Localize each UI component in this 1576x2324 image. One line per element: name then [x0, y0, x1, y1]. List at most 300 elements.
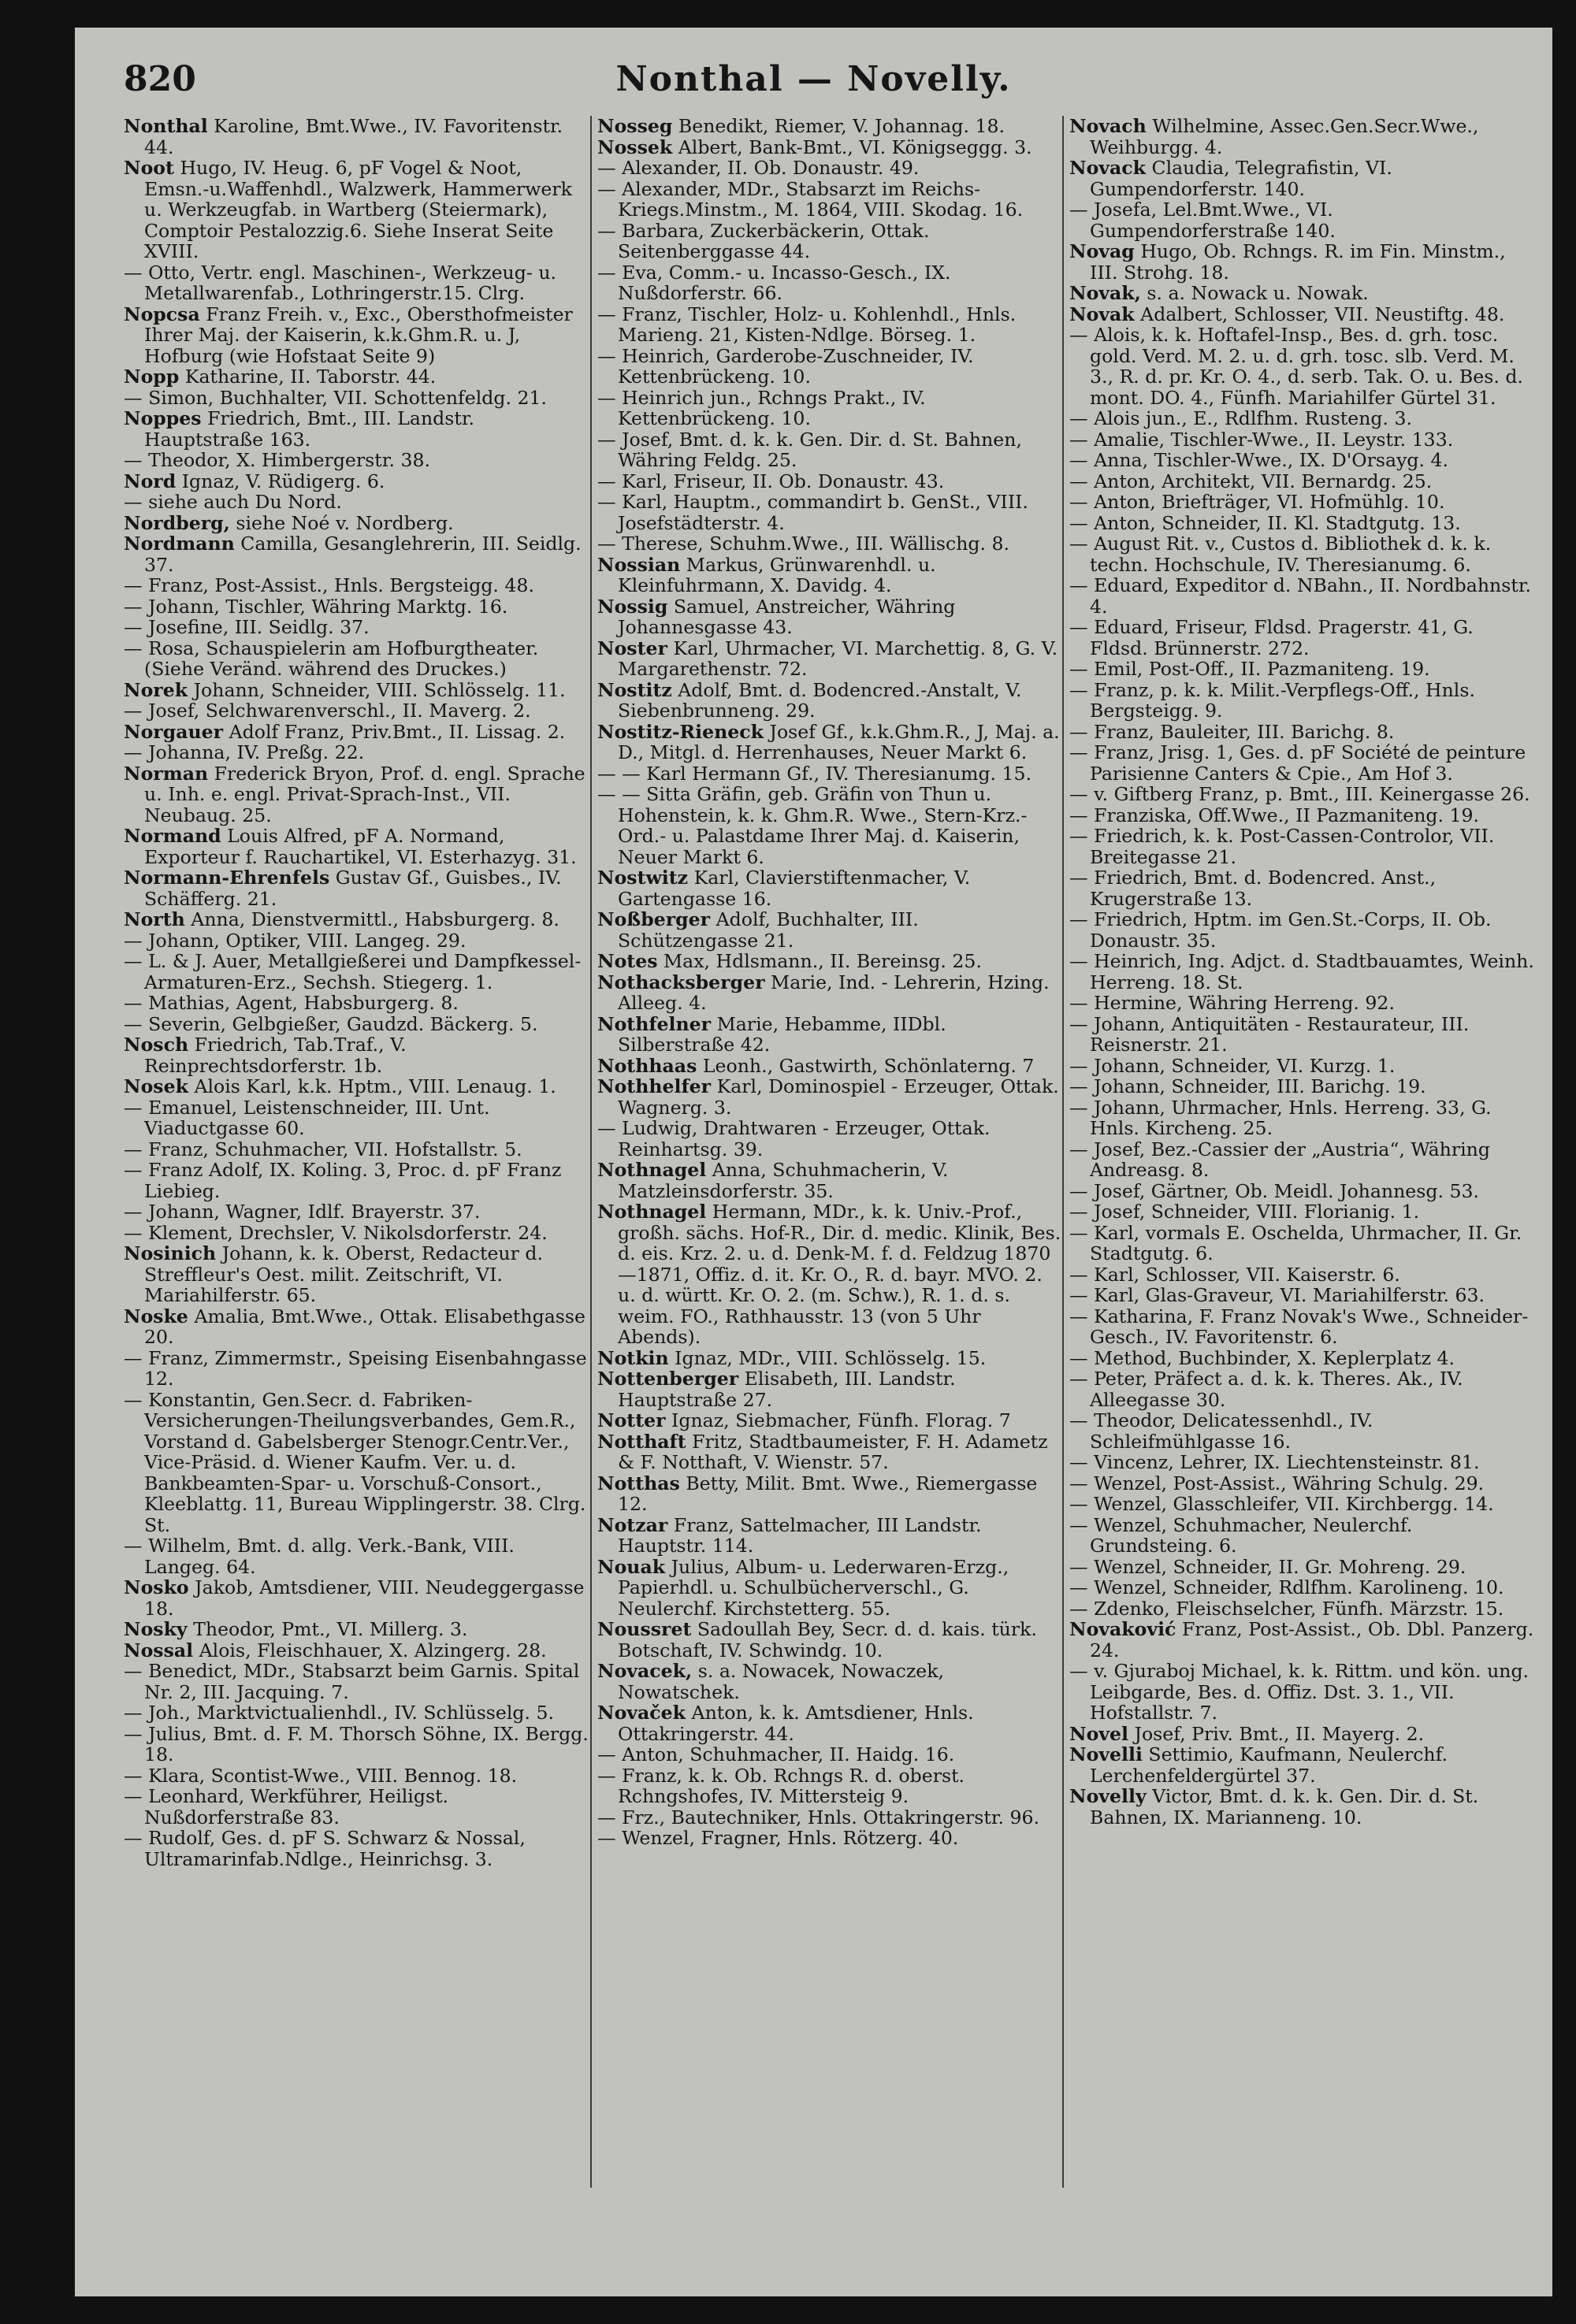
entry-details: — Peter, Präfect a. d. k. k. Theres. Ak., IV. Alleegasse 30.: [1069, 1368, 1463, 1411]
entry-details: Albert, Bank-Bmt., VI. Königseggg. 3.: [678, 136, 1032, 158]
directory-entry: [124, 1640, 589, 1661]
entry-details: — Josef, Selchwarenverschl., II. Maverg. 2.: [124, 700, 531, 722]
entry-details: Adolf Franz, Priv.Bmt., II. Lissag. 2.: [229, 720, 566, 743]
entry-surname: Nossig: [597, 595, 668, 618]
entry-details: Adolf, Bmt. d. Bodencred.-Anstalt, V. Siebenbrunneng. 29.: [618, 678, 1022, 722]
directory-entry: [124, 1577, 589, 1619]
entry-details: — Frz., Bautechniker, Hnls. Ottakringerstr. 96.: [597, 1806, 1040, 1828]
entry-surname: Novelly: [1069, 1785, 1147, 1807]
entry-details: — Hermine, Währing Herreng. 92.: [1069, 992, 1395, 1014]
directory-entry: [597, 555, 1062, 596]
directory-entry: [124, 596, 589, 618]
entry-details: — Franz, Jrisg. 1, Ges. d. pF Société de peinture Parisienne Canters & Cpie., Am Hof 3.: [1069, 741, 1526, 785]
directory-entry: [597, 492, 1062, 533]
directory-entry: [1069, 241, 1534, 283]
entry-surname: Nord: [124, 470, 177, 492]
directory-entry: [124, 492, 589, 513]
entry-details: Alois Karl, k.k. Hptm., VIII. Lenaug. 1.: [194, 1075, 556, 1097]
entry-surname: Notthaft: [597, 1430, 686, 1453]
entry-surname: Notthas: [597, 1472, 680, 1494]
entry-details: Josef Gf., k.k.Ghm.R., J, Maj. a. D., Mitgl. d. Herrenhauses, Neuer Markt 6.: [618, 720, 1060, 763]
entry-details: — Klara, Scontist-Wwe., VIII. Bennog. 18.: [124, 1764, 518, 1787]
directory-entry: [597, 1368, 1062, 1410]
entry-details: — Konstantin, Gen.Secr. d. Fabriken-Versicherungen-Theilungsverbandes, Gem.R., Vorstand d. Gabelsberger Stenogr.Centr.Ver., Vice-Präsid. d. Wiener Kaufm. Ver. u. d. Bankbeamten-Spar- u. Vorschuß-Consort., Kleeblattg. 11, Bureau Wipplingerstr. 38. Clrg. St.: [124, 1388, 586, 1536]
entry-details: Karoline, Bmt.Wwe., IV. Favoritenstr. 44.: [144, 116, 563, 158]
entry-details: Betty, Milit. Bmt. Wwe., Riemergasse 12.: [618, 1472, 1038, 1515]
entry-details: — Rudolf, Ges. d. pF S. Schwarz & Nossal, Ultramarinfab.Ndlge., Heinrichsg. 3.: [124, 1827, 526, 1870]
entry-details: — Josef, Bez.-Cassier der „Austria“, Währing Andreasg. 8.: [1069, 1138, 1490, 1181]
directory-entry: [1069, 1285, 1534, 1306]
entry-surname: Nostwitz: [597, 867, 689, 889]
entry-details: — Friedrich, Bmt. d. Bodencred. Anst., Krugerstraße 13.: [1069, 867, 1437, 910]
entry-details: Camilla, Gesanglehrerin, III. Seidlg. 37.: [144, 533, 582, 576]
entry-details: — Severin, Gelbgießer, Gaudzd. Bäckerg. 5.: [124, 1012, 538, 1035]
entry-details: Elisabeth, III. Landstr. Hauptstraße 27.: [618, 1368, 956, 1411]
directory-entry: [1069, 1056, 1534, 1077]
entry-details: — Therese, Schuhm.Wwe., III. Wällischg. 8.: [597, 533, 1010, 555]
directory-entry: [124, 262, 589, 304]
entry-details: Louis Alfred, pF A. Normand, Exporteur f. Rauchartikel, VI. Esterhazyg. 31.: [144, 825, 577, 868]
entry-surname: Notzar: [597, 1513, 668, 1536]
directory-entry: [1069, 116, 1534, 158]
directory-entry: [124, 680, 589, 701]
entry-surname: Noot: [124, 157, 174, 179]
directory-entry: [597, 116, 1062, 137]
entry-details: — Franz, Post-Assist., Hnls. Bergsteigg. 48.: [124, 574, 534, 596]
entry-details: — Theodor, Delicatessenhdl., IV. Schleifmühlgasse 16.: [1069, 1409, 1373, 1453]
directory-entry: [1069, 1410, 1534, 1452]
directory-entry: [597, 763, 1062, 785]
directory-entry: [1069, 1598, 1534, 1620]
entry-details: — Franz, Schuhmacher, VII. Hofstallstr. 5.: [124, 1138, 522, 1160]
directory-entry: [124, 1306, 589, 1348]
entry-details: Anna, Schuhmacherin, V. Matzleinsdorferstr. 35.: [618, 1159, 949, 1202]
entry-details: Markus, Grünwarenhdl. u. Kleinfuhrmann, X. Davidg. 4.: [618, 553, 936, 596]
entry-surname: Noßberger: [597, 908, 711, 930]
directory-entry: [124, 993, 589, 1014]
entry-details: — Barbara, Zuckerbäckerin, Ottak. Seitenberggasse 44.: [597, 219, 930, 262]
directory-entry: [1069, 408, 1534, 429]
directory-entry: [1069, 742, 1534, 784]
directory-entry: [124, 826, 589, 867]
directory-entry: [597, 1348, 1062, 1369]
entry-surname: Nossian: [597, 553, 681, 576]
directory-entry: [597, 1410, 1062, 1431]
directory-entry: [597, 867, 1062, 909]
entry-details: — Josef, Schneider, VIII. Florianig. 1.: [1069, 1201, 1420, 1223]
entry-details: — — Sitta Gräfin, geb. Gräfin von Thun u. Hohenstein, k. k. Ghm.R. Wwe., Stern-Krz.-Ord.- u. Palastdame Ihrer Maj. d. Kaiserin, Neuer Markt 6.: [597, 783, 1028, 868]
entry-surname: Nothnagel: [597, 1159, 707, 1181]
entry-details: Samuel, Anstreicher, Währing Johannesgasse 43.: [618, 595, 956, 638]
entry-surname: Novaković: [1069, 1618, 1176, 1640]
entry-details: — Karl, Friseur, II. Ob. Donaustr. 43.: [597, 470, 945, 492]
entry-surname: Noussret: [597, 1618, 692, 1640]
directory-entry: [1069, 1181, 1534, 1202]
directory-page: [75, 28, 1552, 2296]
entry-details: — Katharina, F. Franz Novak's Wwe., Schneider-Gesch., IV. Favoritenstr. 6.: [1069, 1305, 1529, 1348]
directory-entry: [597, 1765, 1062, 1807]
entry-surname: Nosky: [124, 1618, 188, 1640]
entry-details: — Wenzel, Post-Assist., Währing Schulg. 29.: [1069, 1472, 1485, 1494]
directory-entry: [597, 346, 1062, 388]
entry-details: — Heinrich jun., Rchngs Prakt., IV. Kettenbrückeng. 10.: [597, 386, 926, 429]
entry-details: Anton, k. k. Amtsdiener, Hnls. Ottakringerstr. 44.: [618, 1702, 974, 1745]
entry-details: — Wenzel, Schuhmacher, Neulerchf. Grundsteing. 6.: [1069, 1513, 1413, 1557]
directory-entry: [1069, 1201, 1534, 1223]
entry-details: — Johann, Tischler, Währing Marktg. 16.: [124, 595, 508, 618]
entry-details: Ignaz, V. Rüdigerg. 6.: [181, 470, 385, 492]
entry-details: — Karl, Hauptm., commandirt b. GenSt., VIII. Josefstädterstr. 4.: [597, 491, 1028, 534]
directory-entry: [1069, 722, 1534, 743]
entry-surname: Nosch: [124, 1034, 189, 1056]
directory-entry: [1069, 617, 1534, 659]
entry-surname: Nothhaas: [597, 1054, 697, 1077]
directory-entry: [124, 1786, 589, 1828]
directory-entry: [1069, 951, 1534, 993]
entry-details: Ignaz, Siebmacher, Fünfh. Florag. 7: [671, 1409, 1011, 1431]
entry-details: — Joh., Marktvictualienhdl., IV. Schlüsselg. 5.: [124, 1702, 555, 1724]
entry-details: Anna, Dienstvermittl., Habsburgerg. 8.: [191, 908, 559, 930]
entry-details: — Emil, Post-Off., II. Pazmaniteng. 19.: [1069, 658, 1430, 680]
directory-entry: [124, 951, 589, 993]
entry-details: — Eduard, Expeditor d. NBahn., II. Nordbahnstr. 4.: [1069, 574, 1532, 618]
entry-surname: Nothhelfer: [597, 1075, 712, 1097]
entry-details: — Wenzel, Glasschleifer, VII. Kirchbergg. 14.: [1069, 1493, 1494, 1515]
entry-details: — Johann, Antiquitäten - Restaurateur, III. Reisnerstr. 21.: [1069, 1012, 1470, 1056]
entry-surname: Nosinich: [124, 1242, 217, 1264]
entry-surname: Novack: [1069, 157, 1147, 179]
directory-entry: [1069, 1223, 1534, 1264]
entry-details: — Josefine, III. Seidlg. 37.: [124, 616, 370, 638]
entry-details: — Heinrich, Ing. Adjct. d. Stadtbauamtes, Weinh. Herreng. 18. St.: [1069, 950, 1534, 993]
entry-details: Franz Freih. v., Exc., Obersthofmeister Ihrer Maj. der Kaiserin, k.k.Ghm.R. u. J, Hofburg (wie Hofstaat Seite 9): [144, 303, 573, 367]
directory-entry: [124, 1160, 589, 1201]
directory-entry: [124, 388, 589, 409]
entry-details: Jakob, Amtsdiener, VIII. Neudeggergasse 18.: [144, 1576, 585, 1620]
entry-details: — Franz, Tischler, Holz- u. Kohlenhdl., Hnls. Marieng. 21, Kisten-Ndlge. Börseg. 1.: [597, 303, 1017, 346]
column-middle: [597, 116, 1062, 2196]
directory-entry: [124, 930, 589, 952]
entry-surname: Novak: [1069, 303, 1135, 325]
entry-details: Wilhelmine, Assec.Gen.Secr.Wwe., Weihburgg. 4.: [1090, 116, 1479, 158]
directory-entry: [597, 1515, 1062, 1557]
entry-details: Hugo, Ob. Rchngs. R. im Fin. Minstm., III. Strohg. 18.: [1090, 240, 1506, 284]
entry-details: Sadoullah Bey, Secr. d. d. kais. türk. Botschaft, IV. Schwindg. 10.: [618, 1618, 1037, 1661]
directory-entry: [1069, 1076, 1534, 1097]
directory-entry: [124, 1619, 589, 1640]
directory-entry: [597, 1160, 1062, 1201]
entry-surname: Notter: [597, 1409, 666, 1431]
entry-details: Katharine, II. Taborstr. 44.: [184, 366, 437, 388]
directory-entry: [1069, 304, 1534, 325]
directory-entry: [1069, 1557, 1534, 1578]
entry-details: Hermann, MDr., k. k. Univ.-Prof., großh. sächs. Hof-R., Dir. d. medic. Klinik, Bes. d. eis. Krz. 2. u. d. Denk-M. f. d. Feldzug 1870—1871, Offiz. d. it. Kr. O., R. d. bayr. MVO. 2. u. d. württ. Kr. O. 2. (m. Schw.), R. 1. d. s. weim. FO., Rathhausstr. 13 (von 5 Uhr Abends).: [618, 1201, 1061, 1348]
entry-details: Max, Hdlsmann., II. Bereinsg. 25.: [663, 950, 982, 972]
entry-details: — Friedrich, Hptm. im Gen.St.-Corps, II. Ob. Donaustr. 35.: [1069, 908, 1492, 952]
directory-entry: [597, 972, 1062, 1014]
directory-entry: [597, 179, 1062, 221]
directory-entry: [1069, 1661, 1534, 1724]
directory-entry: [597, 1661, 1062, 1702]
directory-entry: [124, 513, 589, 534]
directory-entry: [597, 1201, 1062, 1348]
directory-entry: [124, 700, 589, 722]
directory-entry: [124, 1139, 589, 1160]
directory-entry: [1069, 1724, 1534, 1745]
directory-entry: [1069, 826, 1534, 867]
directory-entry: [597, 262, 1062, 304]
entry-surname: Norek: [124, 678, 188, 701]
entry-surname: Nothacksberger: [597, 971, 765, 993]
directory-entry: [124, 304, 589, 367]
entry-details: Adalbert, Schlosser, VII. Neustiftg. 48.: [1140, 303, 1505, 325]
entry-surname: Nopp: [124, 366, 180, 388]
entry-details: Leonh., Gastwirth, Schönlaterng. 7: [702, 1054, 1035, 1077]
directory-entry: [124, 867, 589, 909]
entry-details: Karl, Dominospiel - Erzeuger, Ottak. Wagnerg. 3.: [618, 1075, 1059, 1119]
entry-details: — Anton, Schneider, II. Kl. Stadtgutg. 13.: [1069, 511, 1461, 534]
entry-surname: Novacek,: [597, 1660, 693, 1682]
directory-entry: [1069, 993, 1534, 1014]
directory-entry: [597, 1118, 1062, 1160]
entry-details: — Alexander, II. Ob. Donaustr. 49.: [597, 157, 920, 179]
directory-entry: [1069, 283, 1534, 304]
directory-entry: [124, 1661, 589, 1702]
entry-details: Karl, Clavierstiftenmacher, V. Gartengasse 16.: [618, 867, 971, 910]
entry-details: — Anton, Architekt, VII. Bernardg. 25.: [1069, 470, 1433, 492]
entry-surname: Novak,: [1069, 282, 1141, 304]
entry-details: — Emanuel, Leistenschneider, III. Unt. Viaductgasse 60.: [124, 1096, 490, 1139]
entry-surname: Novel: [1069, 1722, 1128, 1745]
directory-entry: [597, 1431, 1062, 1473]
directory-entry: [124, 533, 589, 575]
directory-entry: [124, 1014, 589, 1035]
entry-surname: Nossek: [597, 136, 673, 158]
entry-details: — Vincenz, Lehrer, IX. Liechtensteinstr. 81.: [1069, 1451, 1480, 1473]
entry-surname: Notes: [597, 950, 658, 972]
entry-surname: Nostitz-Rieneck: [597, 720, 764, 743]
entry-details: Fritz, Stadtbaumeister, F. H. Adametz & F. Notthaft, V. Wienstr. 57.: [618, 1430, 1048, 1473]
directory-entry: [1069, 680, 1534, 722]
entry-details: Franz, Sattelmacher, III Landstr. Hauptstr. 114.: [618, 1513, 982, 1557]
directory-entry: [124, 450, 589, 471]
column-divider: [590, 116, 592, 2188]
entry-details: — Anna, Tischler-Wwe., IX. D'Orsayg. 4.: [1069, 449, 1449, 471]
directory-entry: [124, 471, 589, 492]
column-divider: [1062, 116, 1064, 2188]
entry-details: — Johann, Optiker, VIII. Langeg. 29.: [124, 929, 466, 952]
directory-entry: [1069, 158, 1534, 199]
directory-entry: [597, 1014, 1062, 1056]
directory-entry: [124, 1076, 589, 1097]
entry-details: Friedrich, Tab.Traf., V. Reinprechtsdorferstr. 1b.: [144, 1034, 407, 1077]
entry-details: Johann, Schneider, VIII. Schlösselg. 11.: [193, 678, 566, 701]
entry-details: — Johann, Wagner, Idlf. Brayerstr. 37.: [124, 1201, 481, 1223]
entry-details: Victor, Bmt. d. k. k. Gen. Dir. d. St. Bahnen, IX. Marianneng. 10.: [1090, 1785, 1479, 1828]
entry-details: — Karl, Schlosser, VII. Kaiserstr. 6.: [1069, 1263, 1400, 1286]
directory-entry: [597, 1807, 1062, 1828]
directory-entry: [597, 533, 1062, 555]
entry-surname: Normand: [124, 825, 221, 847]
entry-details: — Eduard, Friseur, Fldsd. Pragerstr. 41, G. Fldsd. Brünnerstr. 272.: [1069, 616, 1474, 659]
entry-details: Josef, Priv. Bmt., II. Mayerg. 2.: [1134, 1722, 1425, 1745]
entry-details: — Franz, Zimmermstr., Speising Eisenbahngasse 12.: [124, 1346, 587, 1390]
entry-details: — Franziska, Off.Wwe., II Pazmaniteng. 19.: [1069, 804, 1480, 826]
directory-entry: [124, 1828, 589, 1869]
entry-surname: Novach: [1069, 116, 1147, 137]
entry-details: Marie, Ind. - Lehrerin, Hzing. Alleeg. 4.: [618, 971, 1050, 1014]
directory-entry: [1069, 1577, 1534, 1598]
entry-details: Johann, k. k. Oberst, Redacteur d. Streffleur's Oest. milit. Zeitschrift, VI. Mariahilferstr. 65.: [144, 1242, 544, 1306]
entry-surname: Normann-Ehrenfels: [124, 867, 330, 889]
entry-details: — L. & J. Auer, Metallgießerei und Dampfkessel-Armaturen-Erz., Sechsh. Stiegerg. 1.: [124, 950, 582, 993]
entry-details: — Karl, Glas-Graveur, VI. Mariahilferstr. 63.: [1069, 1284, 1485, 1306]
entry-surname: Nothfelner: [597, 1012, 712, 1035]
entry-surname: Nothnagel: [597, 1201, 707, 1223]
entry-surname: Nonthal: [124, 116, 208, 137]
directory-entry: [597, 1557, 1062, 1620]
entry-details: — Anton, Schuhmacher, II. Haidg. 16.: [597, 1743, 955, 1765]
entry-details: — Heinrich, Garderobe-Zuschneider, IV. Kettenbrückeng. 10.: [597, 344, 974, 388]
entry-details: Adolf, Buchhalter, III. Schützengasse 21.: [618, 908, 919, 952]
column-right: [1069, 116, 1534, 2196]
entry-details: — Franz, Bauleiter, III. Barichg. 8.: [1069, 720, 1395, 743]
entry-details: — Benedict, MDr., Stabsarzt beim Garnis. Spital Nr. 2, III. Jacquing. 7.: [124, 1660, 580, 1703]
entry-details: — Julius, Bmt. d. F. M. Thorsch Söhne, IX. Bergg. 18.: [124, 1722, 589, 1765]
directory-entry: [1069, 784, 1534, 805]
directory-entry: [597, 1473, 1062, 1515]
entry-details: — Method, Buchbinder, X. Keplerplatz 4.: [1069, 1346, 1455, 1369]
entry-details: — Friedrich, k. k. Post-Cassen-Controlor, VII. Breitegasse 21.: [1069, 825, 1495, 868]
entry-details: — Franz, p. k. k. Milit.-Verpflegs-Off., Hnls. Bergsteigg. 9.: [1069, 678, 1475, 722]
entry-details: — Ludwig, Drahtwaren - Erzeuger, Ottak. Reinhartsg. 39.: [597, 1117, 991, 1160]
entry-surname: Nouak: [597, 1555, 666, 1578]
page-number: 820: [124, 59, 196, 99]
entry-details: — Klement, Drechsler, V. Nikolsdorferstr. 24.: [124, 1221, 548, 1244]
directory-entry: [597, 1619, 1062, 1661]
entry-details: — siehe auch Du Nord.: [124, 491, 342, 513]
directory-entry: [597, 388, 1062, 429]
directory-entry: [124, 742, 589, 763]
entry-details: — Zdenko, Fleischselcher, Fünfh. Märzstr. 15.: [1069, 1597, 1504, 1620]
entry-surname: Norman: [124, 762, 209, 785]
directory-entry: [1069, 325, 1534, 408]
entry-surname: Norgauer: [124, 720, 224, 743]
entry-details: Hugo, IV. Heug. 6, pF Vogel & Noot, Emsn.-u.Waffenhdl., Walzwerk, Hammerwerk u. Werkzeugfab. in Wartberg (Steiermark), Comptoir Pestalozzig.6. Siehe Inserat Seite XVIII.: [144, 157, 572, 262]
directory-entry: [1069, 533, 1534, 575]
entry-surname: Novaček: [597, 1702, 686, 1724]
entry-details: — Simon, Buchhalter, VII. Schottenfeldg. 21.: [124, 386, 547, 409]
directory-entry: [1069, 1494, 1534, 1515]
entry-details: — Johann, Schneider, III. Barichg. 19.: [1069, 1075, 1426, 1097]
directory-entry: [1069, 1744, 1534, 1786]
directory-entry: [1069, 1473, 1534, 1494]
directory-entry: [1069, 1139, 1534, 1181]
entry-surname: Nosek: [124, 1075, 188, 1097]
entry-details: — Franz, k. k. Ob. Rchngs R. d. oberst. Rchngshofes, IV. Mittersteig 9.: [597, 1764, 965, 1807]
directory-entry: [597, 1056, 1062, 1077]
entry-details: — Rosa, Schauspielerin am Hofburgtheater. (Siehe Veränd. während des Druckes.): [124, 637, 539, 680]
entry-surname: Nopcsa: [124, 303, 200, 325]
entry-details: Settimio, Kaufmann, Neulerchf. Lerchenfeldergürtel 37.: [1090, 1743, 1448, 1787]
directory-entry: [1069, 659, 1534, 680]
entry-details: siehe Noé v. Nordberg.: [236, 511, 454, 534]
entry-details: — v. Giftberg Franz, p. Bmt., III. Keinergasse 26.: [1069, 783, 1530, 805]
directory-entry: [1069, 805, 1534, 826]
entry-details: Claudia, Telegrafistin, VI. Gumpendorferstr. 140.: [1090, 157, 1392, 200]
entry-details: — Wenzel, Schneider, II. Gr. Mohreng. 29.: [1069, 1555, 1466, 1578]
entry-surname: Nordberg,: [124, 511, 230, 534]
directory-entry: [1069, 1014, 1534, 1056]
directory-entry: [597, 596, 1062, 638]
directory-entry: [124, 617, 589, 638]
entry-details: Marie, Hebamme, IIDbl. Silberstraße 42.: [618, 1012, 946, 1056]
directory-entry: [597, 909, 1062, 951]
directory-entry: [597, 1076, 1062, 1118]
entry-details: — Otto, Vertr. engl. Maschinen-, Werkzeug- u. Metallwarenfab., Lothringerstr.15. Clrg.: [124, 261, 557, 304]
directory-entry: [1069, 867, 1534, 909]
directory-entry: [597, 221, 1062, 262]
entry-details: — Franz Adolf, IX. Koling. 3, Proc. d. pF Franz Liebieg.: [124, 1159, 562, 1202]
entry-details: Franz, Post-Assist., Ob. Dbl. Panzerg. 24.: [1090, 1618, 1534, 1661]
directory-entry: [597, 951, 1062, 972]
entry-surname: Notkin: [597, 1346, 669, 1369]
directory-entry: [597, 722, 1062, 763]
entry-surname: Noppes: [124, 407, 202, 429]
directory-entry: [124, 1243, 589, 1306]
entry-details: s. a. Nowack u. Nowak.: [1147, 282, 1369, 304]
entry-details: Theodor, Pmt., VI. Millerg. 3.: [193, 1618, 468, 1640]
entry-details: — v. Gjuraboj Michael, k. k. Rittm. und kön. ung. Leibgarde, Bes. d. Offiz. Dst. 3. 1., VII. Hofstallstr. 7.: [1069, 1660, 1530, 1724]
entry-details: — Alexander, MDr., Stabsarzt im Reichs-Kriegs.Minstm., M. 1864, VIII. Skodag. 16.: [597, 177, 1024, 221]
entry-surname: Novelli: [1069, 1743, 1143, 1765]
directory-entry: [124, 116, 589, 158]
entry-details: — Amalie, Tischler-Wwe., II. Leystr. 133.: [1069, 428, 1454, 451]
entry-surname: Nostitz: [597, 678, 672, 701]
directory-entry: [597, 137, 1062, 158]
directory-entry: [597, 471, 1062, 492]
directory-entry: [597, 304, 1062, 346]
entry-details: — Wenzel, Fragner, Hnls. Rötzerg. 40.: [597, 1827, 959, 1849]
entry-details: Julius, Album- u. Lederwaren-Erzg., Papierhdl. u. Schulbücherverschl., G. Neulerchf. Kirchstetterg. 55.: [618, 1555, 1009, 1620]
entry-surname: Noster: [597, 637, 667, 659]
directory-entry: [1069, 909, 1534, 951]
entry-surname: Nosko: [124, 1576, 189, 1598]
directory-entry: [1069, 1348, 1534, 1369]
directory-entry: [124, 1702, 589, 1724]
directory-entry: [124, 408, 589, 450]
directory-entry: [1069, 1619, 1534, 1661]
entry-details: — Anton, Briefträger, VI. Hofmühlg. 10.: [1069, 491, 1445, 513]
directory-entry: [1069, 1097, 1534, 1139]
directory-entry: [597, 680, 1062, 722]
entry-details: — Josef, Gärtner, Ob. Meidl. Johannesg. 53.: [1069, 1179, 1480, 1202]
entry-surname: Nordmann: [124, 533, 235, 555]
directory-entry: [1069, 199, 1534, 241]
directory-entry: [1069, 1452, 1534, 1473]
directory-entry: [597, 784, 1062, 867]
directory-entry: [1069, 1306, 1534, 1348]
directory-entry: [1069, 1515, 1534, 1557]
directory-entry: [597, 638, 1062, 680]
entry-details: — Johanna, IV. Preßg. 22.: [124, 741, 365, 763]
directory-entry: [597, 1828, 1062, 1849]
directory-entry: [124, 763, 589, 826]
directory-entry: [124, 158, 589, 262]
directory-entry: [124, 638, 589, 680]
directory-entry: [1069, 513, 1534, 534]
entry-surname: Nottenberger: [597, 1368, 739, 1390]
